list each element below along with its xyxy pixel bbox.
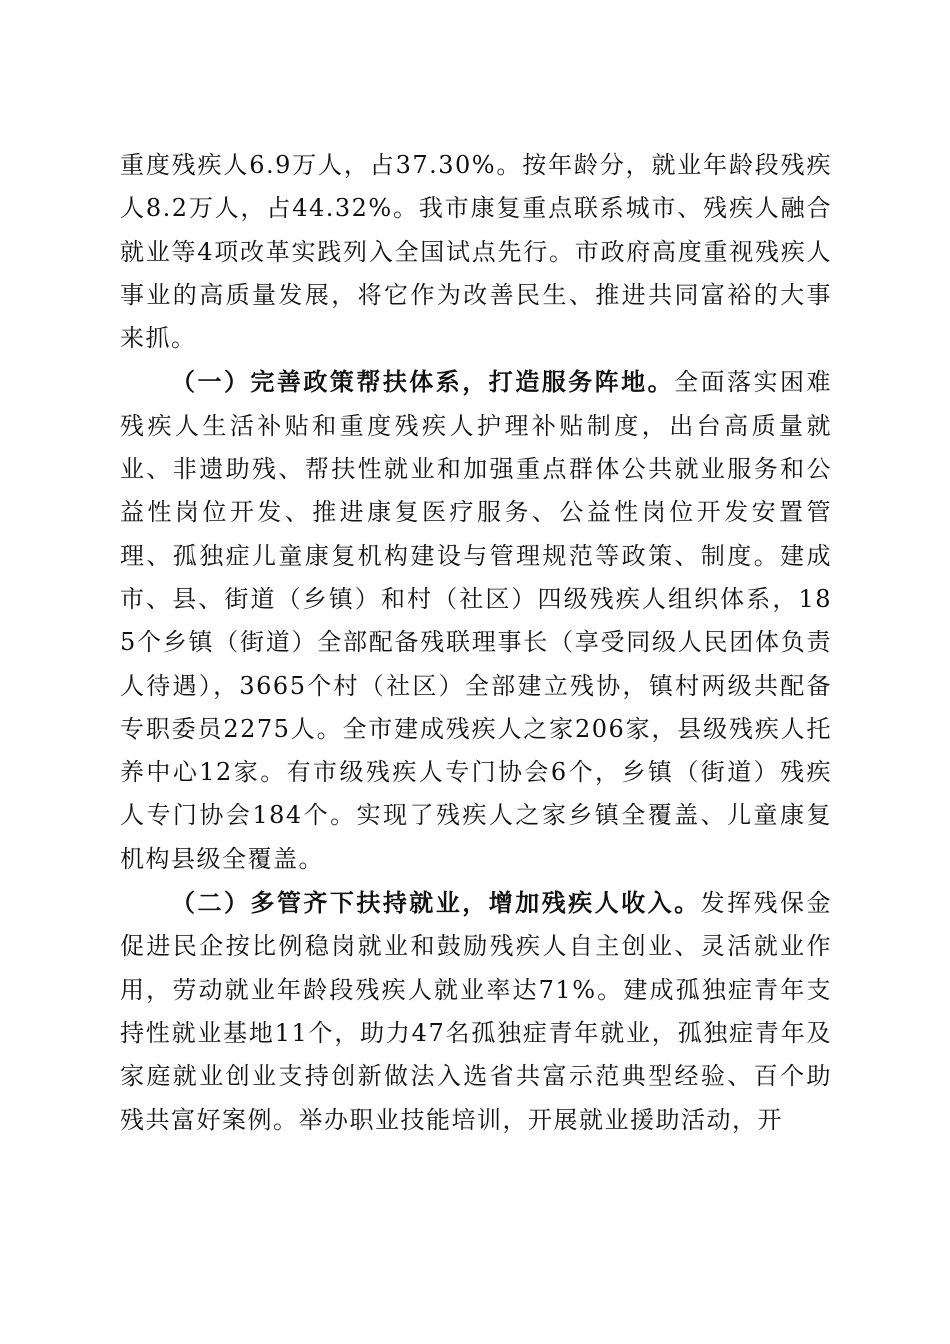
- document-page: [120, 144, 832, 1142]
- paragraph-intro: [120, 144, 832, 360]
- paragraph-intro-text: 重度残疾人6.9万人，占37.30%。按年龄分，就业年龄段残疾人8.2万人，占44.32%。我市康复重点联系城市、残疾人融合就业等4项改革实践列入全国试点先行。市政府高度重视残疾人事业的高质量发展，将它作为改善民生、推进共同富裕的大事来抓。: [120, 151, 832, 353]
- paragraph-section-2: [120, 881, 832, 1142]
- section-1-heading: （一）完善政策帮扶体系，打造服务阵地。: [171, 367, 675, 397]
- paragraph-section-1: [120, 360, 832, 881]
- section-1-text: 全面落实困难残疾人生活补贴和重度残疾人护理补贴制度，出台高质量就业、非遗助残、帮扶性就业和加强重点群体公共就业服务和公益性岗位开发、推进康复医疗服务、公益性岗位开发安置管理、孤独症儿童康复机构建设与管理规范等政策、制度。建成市、县、街道（乡镇）和村（社区）四级残疾人组织体系，185个乡镇（街道）全部配备残联理事长（享受同级人民团体负责人待遇），3665个村（社区）全部建立残协，镇村两级共配备专职委员2275人。全市建成残疾人之家206家，县级残疾人托养中心12家。有市级残疾人专门协会6个，乡镇（街道）残疾人专门协会184个。实现了残疾人之家乡镇全覆盖、儿童康复机构县级全覆盖。: [120, 368, 833, 873]
- section-2-heading: （二）多管齐下扶持就业，增加残疾人收入。: [171, 888, 701, 918]
- section-2-text: 发挥残保金促进民企按比例稳岗就业和鼓励残疾人自主创业、灵活就业作用，劳动就业年龄段残疾人就业率达71%。建成孤独症青年支持性就业基地11个，助力47名孤独症青年就业，孤独症青年及家庭就业创业支持创新做法入选省共富示范典型经验、百个助残共富好案例。举办职业技能培训，开展就业援助活动，开: [120, 889, 833, 1134]
